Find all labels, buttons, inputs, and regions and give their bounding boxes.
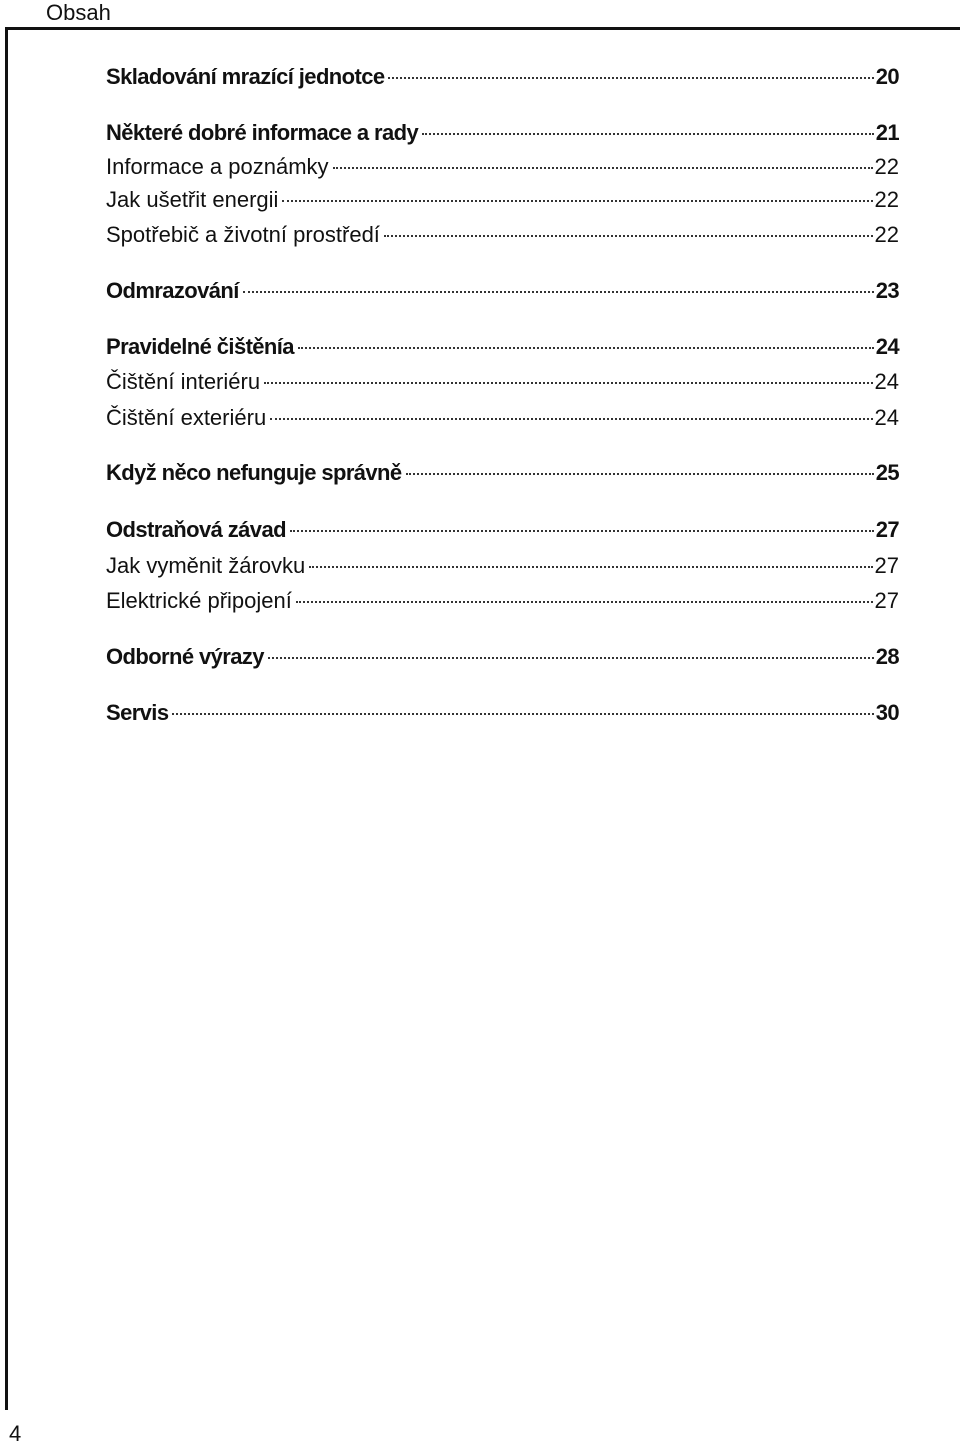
toc-leader-dots bbox=[333, 167, 873, 169]
toc-leader-dots bbox=[406, 473, 874, 475]
toc-entry-page: 25 bbox=[875, 460, 899, 485]
toc-entry-title: Jak vyměnit žárovku bbox=[106, 553, 306, 578]
toc-entry-page: 30 bbox=[875, 700, 899, 725]
toc-entry-title: Pravidelné čištěnía bbox=[106, 334, 294, 359]
toc-entry[interactable] bbox=[106, 185, 899, 215]
toc-entry-title: Informace a poznámky bbox=[106, 154, 329, 179]
toc-leader-dots bbox=[172, 713, 873, 715]
toc-entry[interactable] bbox=[106, 62, 899, 92]
toc-leader-dots bbox=[422, 133, 874, 135]
toc-entry-page: 20 bbox=[875, 64, 899, 89]
toc-entry[interactable] bbox=[106, 698, 899, 728]
section-title: Obsah bbox=[46, 0, 111, 25]
frame-top-rule bbox=[5, 27, 960, 30]
toc-entry[interactable] bbox=[106, 367, 899, 397]
toc-leader-dots bbox=[243, 291, 874, 293]
toc-entry-title: Odborné výrazy bbox=[106, 644, 264, 669]
toc-leader-dots bbox=[309, 566, 872, 568]
toc-entry-page: 24 bbox=[874, 369, 899, 394]
toc-entry[interactable] bbox=[106, 332, 899, 362]
toc-entry-page: 22 bbox=[874, 154, 899, 179]
toc-entry-page: 28 bbox=[875, 644, 899, 669]
toc-entry-title: Spotřebič a životní prostředí bbox=[106, 222, 380, 247]
toc-entry-page: 21 bbox=[875, 120, 899, 145]
toc-leader-dots bbox=[384, 235, 873, 237]
toc-entry[interactable] bbox=[106, 515, 899, 545]
toc-entry[interactable] bbox=[106, 458, 899, 488]
toc-entry-page: 22 bbox=[874, 187, 899, 212]
toc-entry[interactable] bbox=[106, 118, 899, 148]
toc-entry-page: 22 bbox=[874, 222, 899, 247]
toc-leader-dots bbox=[264, 382, 872, 384]
toc-entry-page: 27 bbox=[875, 517, 899, 542]
toc-leader-dots bbox=[270, 418, 872, 420]
toc-entry[interactable] bbox=[106, 403, 899, 433]
toc-entry-title: Čištění interiéru bbox=[106, 369, 261, 394]
toc-entry[interactable] bbox=[106, 642, 899, 672]
toc-entry-title: Když něco nefunguje správně bbox=[106, 460, 402, 485]
frame-left-rule bbox=[5, 27, 8, 1410]
page-number: 4 bbox=[9, 1421, 22, 1446]
toc-entry-title: Jak ušetřit energii bbox=[106, 187, 279, 212]
toc-leader-dots bbox=[282, 200, 872, 202]
toc-leader-dots bbox=[388, 77, 873, 79]
toc-leader-dots bbox=[298, 347, 874, 349]
toc-leader-dots bbox=[290, 530, 874, 532]
toc-entry-title: Skladování mrazící jednotce bbox=[106, 64, 385, 89]
toc-entry-page: 24 bbox=[875, 334, 899, 359]
toc-entry-page: 27 bbox=[874, 588, 899, 613]
toc-entry-page: 27 bbox=[874, 553, 899, 578]
toc-entry[interactable] bbox=[106, 220, 899, 250]
toc-entry-page: 24 bbox=[874, 405, 899, 430]
toc-entry[interactable] bbox=[106, 551, 899, 581]
toc-entry-page: 23 bbox=[875, 278, 899, 303]
toc-entry-title: Servis bbox=[106, 700, 169, 725]
toc-entry-title: Čištění exteriéru bbox=[106, 405, 267, 430]
toc-entry[interactable] bbox=[106, 586, 899, 616]
toc-entry-title: Odmrazování bbox=[106, 278, 239, 303]
toc-entry-title: Odstraňová závad bbox=[106, 517, 286, 542]
toc-leader-dots bbox=[268, 657, 874, 659]
toc-leader-dots bbox=[296, 601, 873, 603]
toc-entry[interactable] bbox=[106, 152, 899, 182]
toc-entry-title: Některé dobré informace a rady bbox=[106, 120, 419, 145]
toc-entry-title: Elektrické připojení bbox=[106, 588, 292, 613]
toc-entry[interactable] bbox=[106, 276, 899, 306]
